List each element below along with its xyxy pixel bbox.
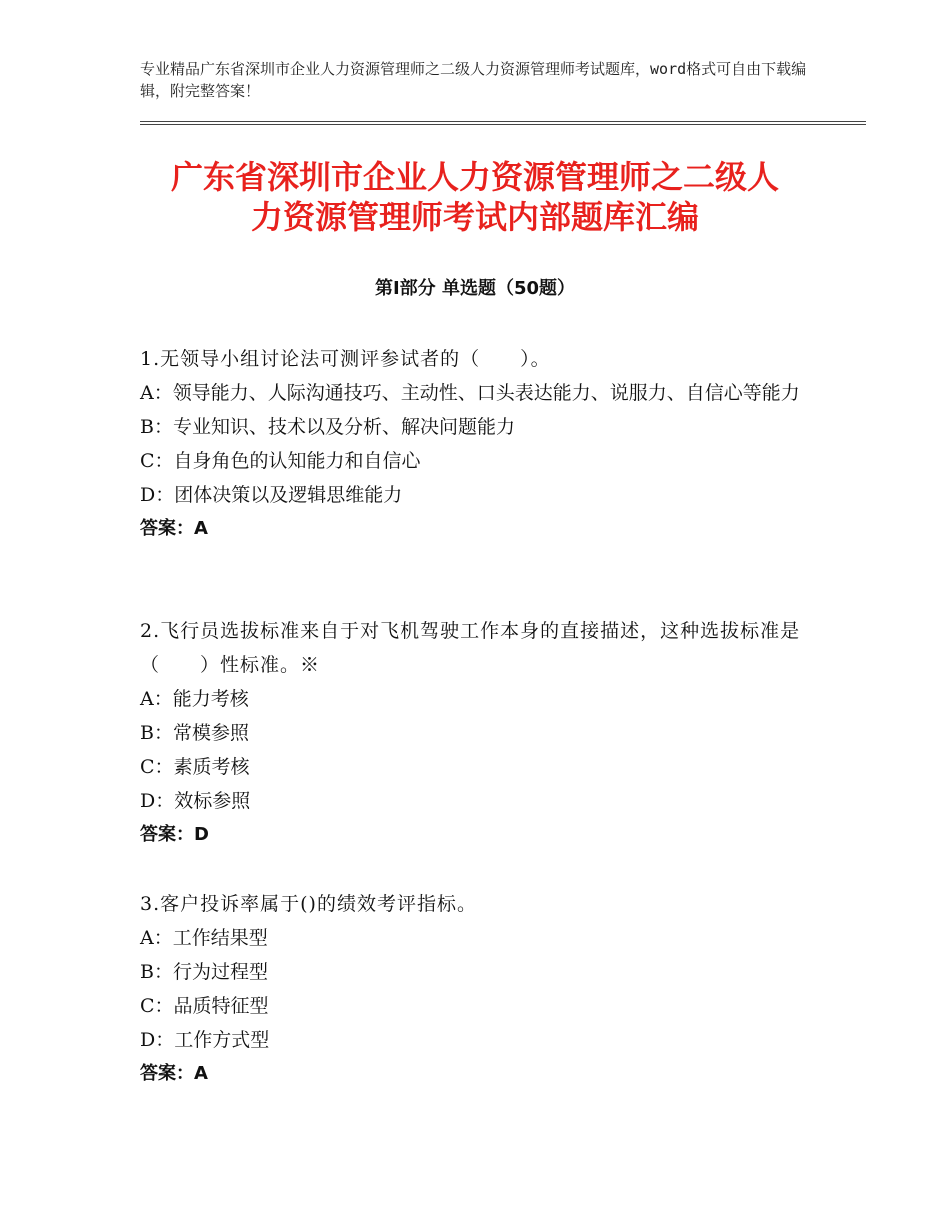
question-block-2 [140,614,810,852]
option-c: C：素质考核 [140,756,250,778]
option-d: D：工作方式型 [140,1029,270,1051]
answer-line: 答案：D [140,824,209,845]
document-title-line-1: 广东省深圳市企业人力资源管理师之二级人 [170,158,779,196]
document-title [120,157,830,237]
option-b: B：常模参照 [140,722,249,744]
question-stem: 2.飞行员选拔标准来自于对飞机驾驶工作本身的直接描述，这种选拔标准是（ ）性标准。※ [140,620,801,676]
option-b: B：专业知识、技术以及分析、解决问题能力 [140,416,515,438]
option-a: A：工作结果型 [140,927,268,949]
section-heading: 第Ⅰ部分 单选题（50题） [374,278,575,299]
document-title-line-2: 力资源管理师考试内部题库汇编 [250,198,699,236]
question-stem: 1.无领导小组讨论法可测评参试者的（ ）。 [140,348,551,370]
question-stem: 3.客户投诉率属于()的绩效考评指标。 [140,893,477,915]
option-b: B：行为过程型 [140,961,268,983]
option-d: D：团体决策以及逻辑思维能力 [140,484,403,506]
question-block-1 [140,342,810,546]
question-block-3 [140,887,810,1091]
option-a: A：能力考核 [140,688,249,710]
option-c: C：自身角色的认知能力和自信心 [140,450,421,472]
answer-line: 答案：A [140,518,208,539]
option-a: A：领导能力、人际沟通技巧、主动性、口头表达能力、说服力、自信心等能力 [140,382,800,404]
header-note: 专业精品广东省深圳市企业人力资源管理师之二级人力资源管理师考试题库，word格式可自由下载编辑，附完整答案！ [140,60,807,100]
option-d: D：效标参照 [140,790,251,812]
answer-line: 答案：A [140,1063,208,1084]
option-c: C：品质特征型 [140,995,269,1017]
header-divider [140,121,866,125]
